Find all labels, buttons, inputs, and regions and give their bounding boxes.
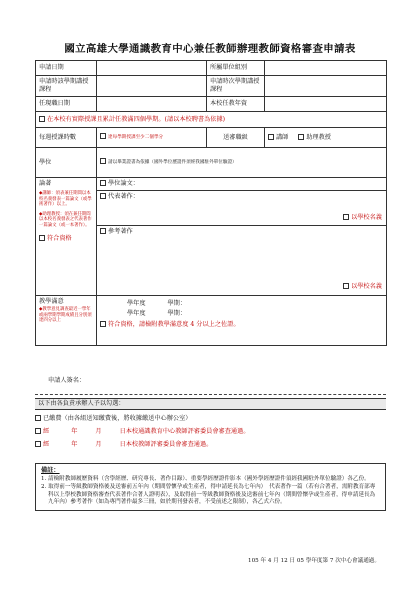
univ-checkbox[interactable]: [35, 441, 41, 447]
rank-options: [265, 128, 387, 148]
qualified-checkbox[interactable]: [39, 235, 45, 241]
apply-date-field[interactable]: [97, 61, 207, 76]
apply-date-label: 申請日期: [36, 61, 97, 76]
eval-row-1: [127, 300, 383, 308]
apply-sem-course-label: 申請時該學期講授課程: [36, 76, 97, 97]
center-year: 年: [71, 428, 78, 435]
page-title: 國立高雄大學通識教育中心兼任教師辦理教師資格審查申請表: [64, 43, 356, 55]
condition-checkbox[interactable]: [39, 116, 45, 122]
review-item-fee: [35, 415, 386, 423]
ref-univ-label: 以學校名義: [351, 283, 382, 290]
eval-sem-2: 學期：: [167, 310, 187, 317]
dept-label: 所屬單位組別: [207, 61, 265, 76]
eval-year-2: 學年度: [127, 310, 146, 317]
qualified-row: [39, 235, 93, 243]
univ-month: 月: [95, 441, 102, 448]
works-label: 論著: [39, 180, 52, 187]
review-item-univ: [35, 441, 386, 449]
rank-label: 送審職級: [207, 128, 265, 148]
assistant-label: 助理教授: [306, 133, 331, 141]
rep-univ-label: 以學校名義: [351, 214, 382, 221]
lecturer-label: 講師: [276, 133, 289, 141]
thesis-row: [97, 178, 386, 191]
center-text: 日本校通識教育中心教師評審委員會審查通過。: [119, 428, 250, 435]
apply-sem-course-field[interactable]: [97, 76, 207, 97]
ref-works-row: [97, 226, 386, 294]
rep-works-checkbox[interactable]: [100, 193, 106, 199]
notes-heading: 備註：: [41, 467, 60, 474]
center-checkbox[interactable]: [35, 428, 41, 434]
weekly-hours-label: 每週授課時數: [36, 128, 97, 148]
univ-jing: 經: [43, 441, 50, 448]
works-note-assistant: ◆助理教授：須在兼任期間以本校名義發表之代表著作一篇論文（或一本著作）。: [39, 211, 92, 228]
weekly-hours-checkbox[interactable]: [100, 133, 106, 139]
fee-checkbox[interactable]: [35, 415, 41, 421]
rep-univ-row: [343, 214, 382, 222]
next-sem-course-field[interactable]: [265, 76, 387, 97]
thesis-checkbox[interactable]: [100, 180, 106, 186]
eval-row-2: [127, 310, 383, 318]
years-label: 本校任教年資: [207, 97, 265, 112]
note-item-1: 1. 請檢附教師履歷資料（含學經歷、研究專長、著作目錄）、重要學經歷證件影本（國外學經歷證件須經我國駐外單位驗證）各乙份。: [41, 476, 370, 482]
review-item-center: [35, 428, 386, 436]
qualified-label: 符合資格: [47, 234, 72, 242]
divider: [35, 394, 386, 395]
eval-label: 教學滿意: [39, 298, 64, 305]
degree-label: 學位: [36, 148, 97, 178]
first-date-label: 任現職日期: [36, 97, 97, 112]
ref-univ-row: [343, 283, 382, 291]
eval-condition-checkbox[interactable]: [100, 321, 106, 327]
ref-univ-checkbox[interactable]: [343, 283, 349, 289]
condition-row: [36, 112, 387, 128]
works-note-lecturer: ◆講師：須表兼任期間以本校名義發表一篇論文（或學術著作）以上。: [39, 191, 92, 208]
eval-content: [97, 296, 387, 346]
review-header: 以下由各負責承辦人予以勾選：: [35, 398, 386, 410]
rep-univ-checkbox[interactable]: [343, 214, 349, 220]
eval-label-cell: [36, 296, 97, 346]
ref-works-checkbox[interactable]: [100, 228, 106, 234]
eval-note: ◆教學意見調查最近一學年或兩學期學期成績且分別須達四分以上: [39, 307, 92, 324]
next-sem-course-label: 申請時次學期講授課程: [207, 76, 265, 97]
assistant-checkbox[interactable]: [298, 134, 304, 140]
dept-field[interactable]: [265, 61, 387, 76]
review-section: [35, 398, 386, 449]
notes-box: [35, 463, 386, 511]
ref-works-label: 參考著作: [108, 228, 133, 235]
weekly-hours-cell: [97, 128, 207, 148]
applicant-signature: [48, 377, 85, 385]
eval-condition-text: 符合資格，請檢附教學滿意度 4 分以上之佐證。: [108, 321, 240, 328]
footer-note: 105 年 4 月 12 日 05 學年度第 7 次中心會議通過。: [248, 558, 380, 564]
univ-year: 年: [71, 441, 78, 448]
condition-text: 在本校有實際授課且累計任教滿四個學期。(請以本校聘書為依據): [47, 115, 226, 123]
eval-year-1: 學年度: [127, 300, 146, 307]
application-form-table: [35, 60, 387, 346]
fee-text: 已繳費（由各組送知繳費後，將收據繳送中心辦公室）: [43, 415, 192, 422]
weekly-hours-note: 達每學期授課至少二個學分: [108, 135, 164, 141]
degree-cell: [97, 148, 387, 178]
center-jing: 經: [43, 428, 50, 435]
degree-checkbox[interactable]: [100, 158, 106, 164]
applicant-sign-label: 申請人簽名：: [48, 377, 86, 384]
eval-condition-row: [100, 321, 383, 329]
degree-note: 請以畢業證書為依據（國外學位歷證件須經我國駐外單位驗證）: [108, 160, 237, 165]
thesis-label: 學位論文：: [108, 180, 139, 187]
rep-works-label: 代表著作：: [108, 193, 139, 200]
first-date-field[interactable]: [97, 97, 207, 112]
rep-works-row: [97, 191, 386, 226]
works-label-cell: [36, 178, 97, 296]
years-field[interactable]: [265, 97, 387, 112]
univ-text: 日本校教師評審委員會審查通過。: [119, 441, 213, 448]
eval-sem-1: 學期：: [167, 300, 187, 307]
works-content: [97, 178, 387, 296]
note-item-2: 2. 取得前一等級教師資格後及送審前五年內（期間曾懷孕或生產者，得申請延長為七年內） 代表著作一篇（若有合著者，需附教育部專科以上學校教師資格審查代表著作合著人證明表），及取得前一等級教師資格後及送審前七年內（期間曾懷孕或生產者，得申請延長為九年內）參考著作（如為專門著作最多三冊，如於期刊發表者，不受前述之限制），各乙式六份。: [41, 484, 376, 506]
center-month: 月: [95, 428, 102, 435]
lecturer-checkbox[interactable]: [268, 134, 274, 140]
